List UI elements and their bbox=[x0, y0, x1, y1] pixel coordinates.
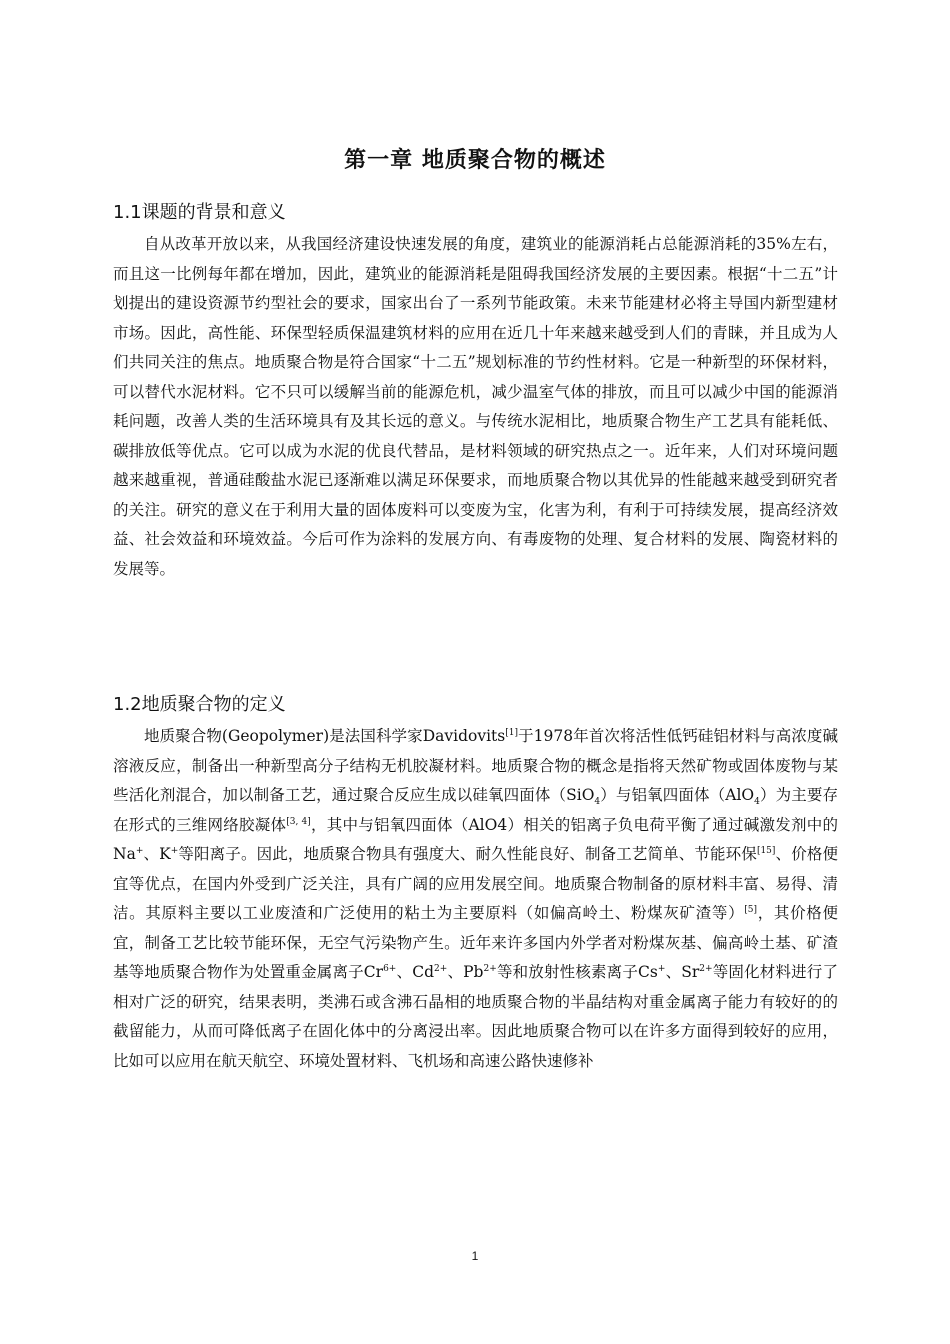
text-segment: ）与铝氧四面体（AlO bbox=[600, 786, 755, 804]
superscript: 2+ bbox=[483, 963, 497, 974]
citation-ref: [1] bbox=[505, 727, 518, 738]
subscript: 4 bbox=[754, 797, 760, 808]
superscript: 2+ bbox=[699, 963, 713, 974]
text-segment: 、Cd bbox=[396, 963, 434, 981]
section-heading-1-2: 1.2地质聚合物的定义 bbox=[113, 694, 286, 715]
superscript: 2+ bbox=[434, 963, 448, 974]
text-segment: 等和放射性核素离子Cs bbox=[496, 963, 658, 981]
text-segment: 、K bbox=[143, 845, 171, 863]
chapter-title: 第一章 地质聚合物的概述 bbox=[344, 148, 606, 173]
citation-ref: [3, 4] bbox=[286, 816, 311, 827]
superscript: + bbox=[170, 845, 179, 856]
text-segment: ）为主要存在形式的三维网络胶凝体 bbox=[113, 786, 838, 834]
citation-ref: [15] bbox=[756, 845, 776, 856]
subscript: 4 bbox=[594, 797, 601, 808]
text-segment: ，其中与铝氧四面体（AlO4）相关的铝离子负电荷平衡了通过碱激发剂中的Na bbox=[113, 815, 838, 863]
text-segment: 、Sr bbox=[665, 963, 700, 981]
section-heading-1-1: 1.1课题的背景和意义 bbox=[113, 202, 286, 223]
paragraph-background-significance: 自从改革开放以来，从我国经济建设快速发展的角度，建筑业的能源消耗占总能源消耗的35%左右，而且这一比例每年都在增加，因此，建筑业的能源消耗是阻碍我国经济发展的主要因素。根据“十二五”计划提出的建设资源节约型社会的要求，国家出台了一系列节能政策。未来节能建材必将主导国内新型建材市场。因此，高性能、环保型轻质保温建筑材料的应用在近几十年来越来越受到人们的青睐，并且成为人们共同关注的焦点。地质聚合物是符合国家“十二五”规划标准的节约性材料。它是一种新型的环保材料，可以替代水泥材料。它不只可以缓解当前的能源危机，减少温室气体的排放，而且可以减少中国的能源消耗问题，改善人类的生活环境具有及其长远的意义。与传统水泥相比，地质聚合物生产工艺具有能耗低、碳排放低等优点。它可以成为水泥的优良代替品，是材料领域的研究热点之一。近年来，人们对环境问题越来越重视，普通硅酸盐水泥已逐渐难以满足环保要求，而地质聚合物以其优异的性能越来越受到研究者的关注。研究的意义在于利用大量的固体废料可以变废为宝，化害为利，有利于可持续发展，提高经济效益、社会效益和环境效益。今后可作为涂料的发展方向、有毒废物的处理、复合材料的发展、陶瓷材料的发展等。 bbox=[113, 235, 838, 578]
text-segment: 、价格便宜等优点，在国内外受到广泛关注，具有广阔的应用发展空间。地质聚合物制备的原材料丰富、易得、清洁。其原料主要以工业废渣和广泛使用的粘土为主要原料（如偏高岭土、粉煤灰矿渣等） bbox=[113, 845, 838, 922]
text-segment: 地质聚合物(Geopolymer)是法国科学家Davidovits bbox=[144, 727, 506, 745]
text-segment: 等阳离子。因此，地质聚合物具有强度大、耐久性能良好、制备工艺简单、节能环保 bbox=[178, 845, 757, 863]
paragraph-geopolymer-definition bbox=[113, 722, 838, 1076]
text-segment: 、Pb bbox=[447, 963, 484, 981]
text-segment: 于1978年首次将活性低钙硅铝材料与高浓度碱溶液反应，制备出一种新型高分子结构无机胶凝材料。地质聚合物的概念是指将天然矿物或固体废物与某些活化剂混合，加以制备工艺，通过聚合反应生成以硅氧四面体（SiO bbox=[113, 727, 838, 804]
text-segment: ，其价格便宜，制备工艺比较节能环保，无空气污染物产生。近年来许多国内外学者对粉煤灰基、偏高岭土基、矿渣基等地质聚合物作为处置重金属离子Cr bbox=[113, 904, 838, 981]
superscript: 6+ bbox=[383, 963, 397, 974]
superscript: + bbox=[657, 963, 666, 974]
page-number: 1 bbox=[471, 1249, 479, 1263]
citation-ref: [5] bbox=[744, 904, 758, 915]
superscript: + bbox=[135, 845, 144, 856]
text-segment: 等固化材料进行了相对广泛的研究，结果表明，类沸石或含沸石晶相的地质聚合物的半晶结构对重金属离子能力有较好的的截留能力，从而可降低离子在固化体中的分离浸出率。因此地质聚合物可以在许多方面得到较好的应用，比如可以应用在航天航空、环境处置材料、飞机场和高速公路快速修补 bbox=[113, 963, 838, 1070]
